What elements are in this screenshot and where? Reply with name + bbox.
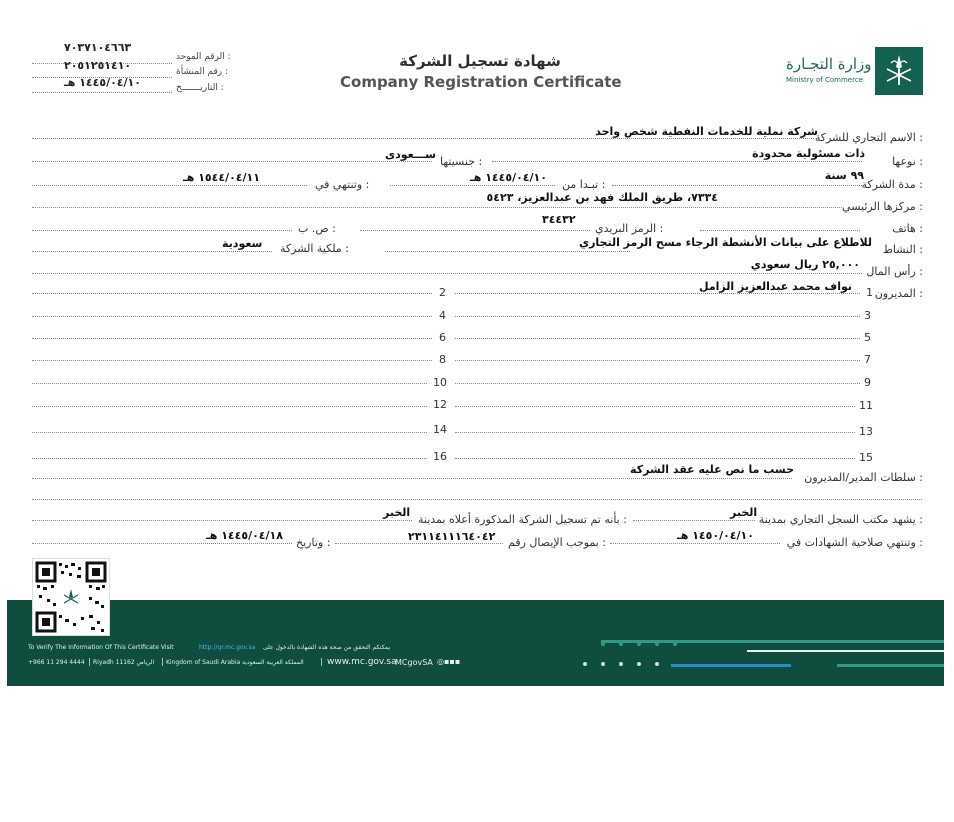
decor-dot — [619, 662, 623, 666]
manager-7-number: 7 — [864, 353, 871, 366]
manager-12-number: 12 — [433, 398, 447, 411]
decor-dot — [637, 662, 641, 666]
postal-label: الرمز البريدي : — [595, 222, 664, 235]
website[interactable]: www.mc.gov.sa — [327, 657, 397, 667]
decor-dot — [673, 642, 677, 646]
decor-dot — [619, 642, 623, 646]
managers-label: المديرون : — [874, 287, 923, 300]
title-english: Company Registration Certificate — [340, 73, 622, 91]
trade-name-value: شركة نملية للخدمات النفطية شخص واحد — [595, 125, 818, 138]
registered-city-value: الخبر — [383, 506, 411, 519]
verify-url[interactable]: http://qr.mc.gov.sa — [199, 644, 256, 651]
accent-line-teal — [601, 640, 944, 643]
manager-6-number: 6 — [439, 331, 446, 344]
activity-label: النشاط : — [882, 243, 923, 256]
decor-dot — [601, 662, 605, 666]
certify-text: بأنه تم تسجيل الشركة المذكورة أعلاه بمدينة : — [418, 513, 627, 526]
social-icons[interactable]: ◎▪▪▪ — [437, 657, 461, 666]
ends-label: وتنتهي في : — [315, 178, 370, 191]
phone-number: +966 11 294 4444 — [28, 659, 85, 666]
decor-dot — [655, 642, 659, 646]
separator: | — [88, 657, 91, 666]
capital-value: ٢٥,٠٠٠ ريال سعودي — [750, 258, 860, 271]
entity-number-label: رقم المنشأة : — [176, 67, 229, 77]
ownership-value: سعودية — [222, 237, 263, 250]
pobox-label: ص. ب : — [298, 222, 336, 235]
social-handle[interactable]: MCgovSA — [395, 658, 433, 667]
certify-label: يشهد مكتب السجل التجاري بمدينة : — [758, 513, 923, 526]
separator: | — [161, 657, 164, 666]
manager-14-number: 14 — [433, 423, 447, 436]
unified-number-value: ٧٠٣٧١٠٤٦٦٣ — [64, 41, 132, 54]
manager-1-value: نواف محمد عبدالعزيز الزامل — [699, 280, 852, 293]
manager-13-number: 13 — [859, 425, 873, 438]
nationality-value: ســـعودى — [385, 148, 436, 161]
accent-line-white — [747, 650, 944, 652]
starts-value: ١٤٤٥/٠٤/١٠ هـ — [470, 171, 547, 184]
receipt-value: ٢٣١١٤١١١٦٤٠٤٢ — [408, 530, 496, 543]
manager-2-number: 2 — [439, 286, 446, 299]
manager-3-number: 3 — [864, 309, 871, 322]
ends-value: ١٥٤٤/٠٤/١١ هـ — [183, 171, 260, 184]
activity-value: للاطلاع على بيانات الأنشطة الرجاء مسح الرمز التجاري — [578, 236, 872, 249]
footer-band — [7, 600, 944, 686]
decor-dot — [637, 642, 641, 646]
accent-line-blue — [671, 664, 791, 667]
verify-english: To Verify The Information Of This Certificate Visit — [28, 644, 174, 651]
phone-label: هاتف : — [892, 222, 923, 235]
ministry-english: Ministry of Commerce — [786, 76, 863, 84]
manager-8-number: 8 — [439, 353, 446, 366]
decor-dot — [655, 662, 659, 666]
postal-value: ٣٤٤٣٢ — [542, 213, 576, 226]
receipt-label: بموجب الإيصال رقم : — [508, 536, 607, 549]
validity-value: ١٤٥٠/٠٤/١٠ هـ — [677, 529, 754, 542]
capital-label: رأس المال : — [866, 265, 923, 278]
hq-label: مركزها الرئيسي : — [842, 200, 923, 213]
decor-dot — [601, 642, 605, 646]
riyadh-address: Riyadh 11162 الرياض — [93, 659, 155, 666]
manager-11-number: 11 — [859, 399, 873, 412]
starts-label: تبـدا من : — [562, 178, 606, 191]
manager-10-number: 10 — [433, 376, 447, 389]
type-label: نوعها : — [892, 155, 923, 168]
ministry-logo-icon — [875, 47, 923, 95]
manager-9-number: 9 — [864, 376, 871, 389]
manager-15-number: 15 — [859, 451, 873, 464]
kingdom-name: Kingdom of Saudi Arabia المملكة العربية السعودية — [166, 659, 304, 666]
ownership-label: ملكية الشركة : — [280, 242, 349, 255]
date-value: ١٤٤٥/٠٤/١٠ هـ — [64, 76, 141, 89]
duration-value: ٩٩ سنة — [824, 169, 864, 182]
receipt-date-value: ١٤٤٥/٠٤/١٨ هـ — [206, 529, 283, 542]
accent-line-teal-2 — [837, 664, 944, 667]
verify-arabic: يمكنكم التحقق من صحة هذه الشهادة بالدخول على — [263, 644, 391, 651]
hq-value: ٧٣٣٤، طريق الملك فهد بن عبدالعزيز، ٥٤٢٣ — [486, 191, 718, 204]
authority-value: حسب ما نص عليه عقد الشركة — [630, 463, 794, 476]
manager-16-number: 16 — [433, 450, 447, 463]
manager-4-number: 4 — [439, 309, 446, 322]
certify-city-value: الخبر — [730, 506, 758, 519]
receipt-date-label: وتاريخ : — [296, 536, 331, 549]
validity-label: وتنتهي صلاحية الشهادات في : — [786, 536, 923, 549]
manager-1-number: 1 — [866, 286, 873, 299]
entity-number-value: ٢٠٥١٢٥١٤١٠ — [64, 59, 132, 72]
duration-label: مدة الشركة : — [861, 178, 923, 191]
qr-code[interactable] — [32, 558, 110, 636]
authority-label: سلطات المدير/المديرون : — [804, 471, 923, 484]
manager-5-number: 5 — [864, 331, 871, 344]
nationality-label: جنسيتها : — [440, 155, 483, 168]
date-label: التاريـــــــخ : — [176, 83, 224, 93]
type-value: ذات مسئولية محدودة — [752, 147, 865, 160]
decor-dot — [583, 662, 587, 666]
trade-name-label: الاسم التجاري للشركة : — [814, 131, 923, 144]
ministry-arabic: وزارة التجـارة — [786, 55, 872, 73]
title-arabic: شهادة تسجيل الشركة — [399, 52, 561, 70]
separator: | — [320, 657, 323, 666]
unified-number-label: الرقم الموحد : — [176, 52, 231, 62]
